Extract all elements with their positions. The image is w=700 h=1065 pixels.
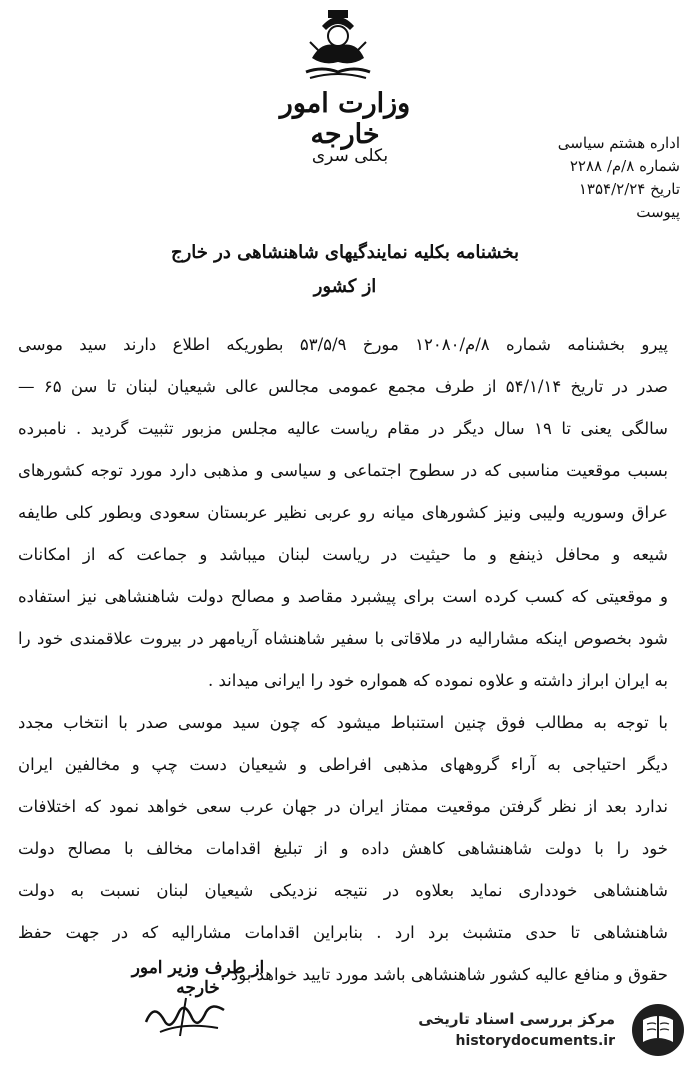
watermark-url: historydocuments.ir — [455, 1033, 615, 1049]
body-line: شاهنشاهی خودداری نماید بعلاوه در نتیجه نزدیکی شیعیان لبنان نسبت به دولت — [18, 881, 668, 900]
body-line: سالگی یعنی تا ۱۹ سال دیگر در مقام ریاست عالیه مجلس مزبور تثبیت گردید . نامبرده — [18, 419, 668, 438]
body-line: عراق وسوریه ولیبی ونیز کشورهای میانه رو عربی نظیر عربستان سعودی وبطور کلی طایفه — [18, 503, 668, 522]
archive-logo-icon — [629, 1002, 687, 1058]
attachment-line: پیوست — [636, 203, 680, 221]
body-line: با توجه به مطالب فوق چنین استنباط میشود که چون سید موسی صدر با انتخاب مجدد — [18, 713, 668, 732]
body-line: دیگر احتیاجی به آراء گروههای مذهبی افراطی و شیعیان دست چپ و مخالفین ایران — [18, 755, 668, 774]
recipient-line-2: از کشور — [313, 276, 377, 297]
watermark-title: مرکز بررسی اسناد تاریخی — [418, 1010, 615, 1028]
body-line: پیرو بخشنامه شماره ۸/م/۱۲۰۸۰ مورخ ۵۳/۵/۹ بطوریکه اطلاع دارند سید موسی — [18, 335, 668, 354]
signer-label: از طرف وزیر امور خارجه — [131, 958, 265, 998]
date-line: تاریخ ۱۳۵۴/۲/۲۴ — [578, 180, 680, 198]
recipient-block — [120, 236, 570, 304]
document-meta — [480, 132, 680, 224]
body-line: به ایران ابراز داشته و علاوه نموده که همواره خود را ایرانی میداند . — [208, 671, 668, 690]
body-line: شود بخصوص اینکه مشارالیه در ملاقاتی با سفیر شاهنشاه آریامهر در بیروت علاقمندی خود را — [18, 629, 668, 648]
letter-body — [18, 324, 668, 996]
body-line: بسبب موقعیت مناسبی که در سطوح اجتماعی و سیاسی و مذهبی دارد مورد توجه کشورهای — [18, 461, 668, 480]
archive-watermark — [415, 1000, 695, 1060]
ministry-title: وزارت امور خارجه — [279, 88, 411, 150]
body-line: خود را با دولت شاهنشاهی کاهش داده و از تبلیغ اقدامات مخالف با مصالح دولت — [18, 839, 668, 858]
body-line: و موقعیتی که کسب کرده است برای پیشبرد مقاصد و مصالح دولت شاهنشاهی نیز استفاده — [18, 587, 668, 606]
recipient-line-1: بخشنامه بکلیه نمایندگیهای شاهنشاهی در خارج — [170, 242, 520, 263]
classification-label: بکلی سری — [311, 146, 389, 166]
handwritten-signature — [140, 992, 230, 1040]
number-line: شماره ۸/م/ ۲۲۸۸ — [569, 157, 680, 175]
lion-and-sun-emblem-icon — [292, 6, 384, 84]
body-line: شیعه و محافل ذینفع و ما حیثیت در ریاست لبنان میباشد و جماعت که از امکانات — [18, 545, 668, 564]
body-line: حقوق و منافع عالیه کشور شاهنشاهی باشد مورد تایید خواهد بود . — [220, 965, 668, 984]
body-line: ندارد بعد از نظر گرفتن موقعیت ممتاز ایران در جهان عرب سعی خواهد نمود که اختلافات — [18, 797, 668, 816]
body-line: شاهنشاهی تا حدی متشبث برد ارد . بنابراین اقدامات مشارالیه که در جهت حفظ — [18, 923, 668, 942]
body-line: صدر در تاریخ ۵۴/۱/۱۴ از طرف مجمع عمومی مجالس عالی شیعیان لبنان تا سن ۶۵ — — [18, 377, 668, 396]
department-line: اداره هشتم سیاسی — [557, 134, 680, 152]
